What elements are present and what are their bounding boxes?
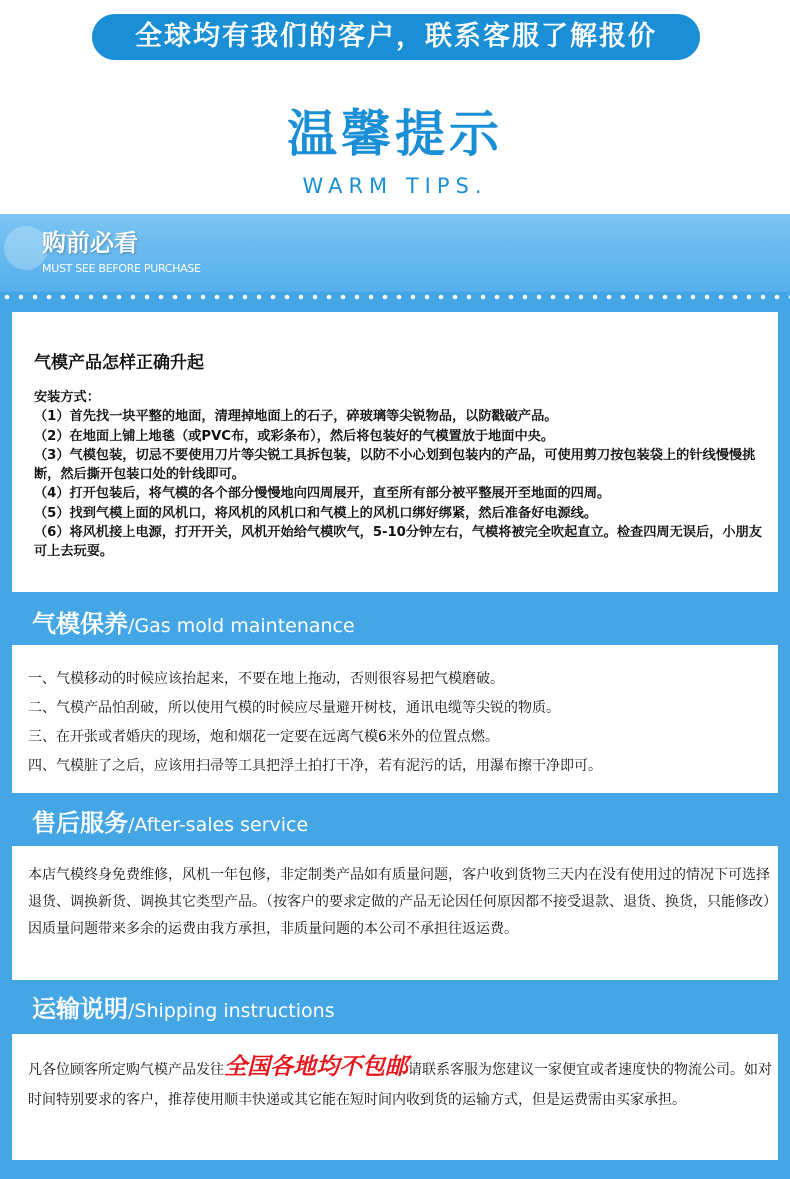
shipping-title-cn: 运输说明 [32,995,128,1023]
maintenance-heading [32,608,355,643]
install-step: 安装方式： [34,390,100,405]
shipping-heading [32,993,335,1028]
shipping-text [28,1052,772,1115]
install-step: （5）找到气模上面的风机口，将风机的风机口和气模上的风机口绑好绑紧，然后准备好电源线。 [34,505,598,521]
install-step: （3）气模包装，切忌不要使用刀片等尖锐工具拆包装，以防不小心划到包装内的产品，可使用剪刀按包装袋上的针线慢慢挑断，然后撕开包装口处的针线即可。 [34,447,756,483]
maintenance-title-en: /Gas mold maintenance [128,615,355,637]
free-shipping-notice: 全国各地均不包邮 [224,1054,408,1080]
install-step: （6）将风机接上电源，打开开关，风机开始给气模吹气，5-10分钟左右，气模将被完全吹起直立。检查四周无误后，小朋友可上去玩耍。 [34,525,762,560]
after-sales-card [12,846,778,980]
install-steps [34,388,772,562]
maintenance-list [28,665,768,781]
shipping-title-en: /Shipping instructions [128,1000,335,1022]
contact-banner: 全球均有我们的客户，联系客服了解报价 [92,14,700,60]
maintenance-item: 四、气模脏了之后，应该用扫帚等工具把浮土拍打干净，若有泥污的话，用瀑布擦干净即可。 [28,758,602,774]
warm-tips-subtitle: WARM TIPS. [302,174,488,198]
after-sales-heading [32,807,308,842]
after-sales-text: 本店气模终身免费维修，风机一年包修，非定制类产品如有质量问题，客户收到货物三天内在没有使用过的情况下可选择退货、调换新货、调换其它类型产品。（按客户的要求定做的产品无论因任何原因都不接受退款、退货、换货，只能修改）因质量问题带来多余的运费由我方承担，非质量问题的本公司不承担往返运费。 [28,867,770,937]
shipping-card [12,1034,778,1160]
install-heading: 气模产品怎样正确升起 [34,353,204,373]
maintenance-item: 二、气模产品怕刮破，所以使用气模的时候应尽量避开树枝，通讯电缆等尖锐的物质。 [28,700,560,716]
install-step: （4）打开包装后，将气模的各个部分慢慢地向四周展开，直至所有部分被平整展开至地面的四周。 [34,486,611,502]
must-see-subtitle: MUST SEE BEFORE PURCHASE [42,262,201,275]
shipping-text-after: 请联系客服为您建议一家便宜或者速度快的物流公司。如对时间特别要求的客户，推荐使用顺丰快递或其它能在短时间内收到货的运输方式，但是运费需由买家承担。 [28,1062,772,1108]
install-step: （2）在地面上铺上地毯（或PVC布，或彩条布），然后将包装好的气模置放于地面中央。 [34,428,555,444]
maintenance-title-cn: 气模保养 [32,610,128,638]
after-sales-title-cn: 售后服务 [32,809,128,837]
maintenance-item: 三、在开张或者婚庆的现场，炮和烟花一定要在远离气模6米外的位置点燃。 [28,729,499,745]
maintenance-item: 一、气模移动的时候应该抬起来，不要在地上拖动，否则很容易把气模磨破。 [28,671,504,687]
after-sales-title-en: /After-sales service [128,814,309,836]
install-step: （1）首先找一块平整的地面，清理掉地面上的石子，碎玻璃等尖锐物品，以防戳破产品。 [34,409,558,425]
install-card [12,312,778,592]
shipping-text-before: 凡各位顾客所定购气模产品发往 [28,1062,224,1078]
must-see-title: 购前必看 [42,229,138,257]
dotted-divider [0,290,790,304]
maintenance-card [12,645,778,793]
warm-tips-title: 温馨提示 [287,105,503,163]
